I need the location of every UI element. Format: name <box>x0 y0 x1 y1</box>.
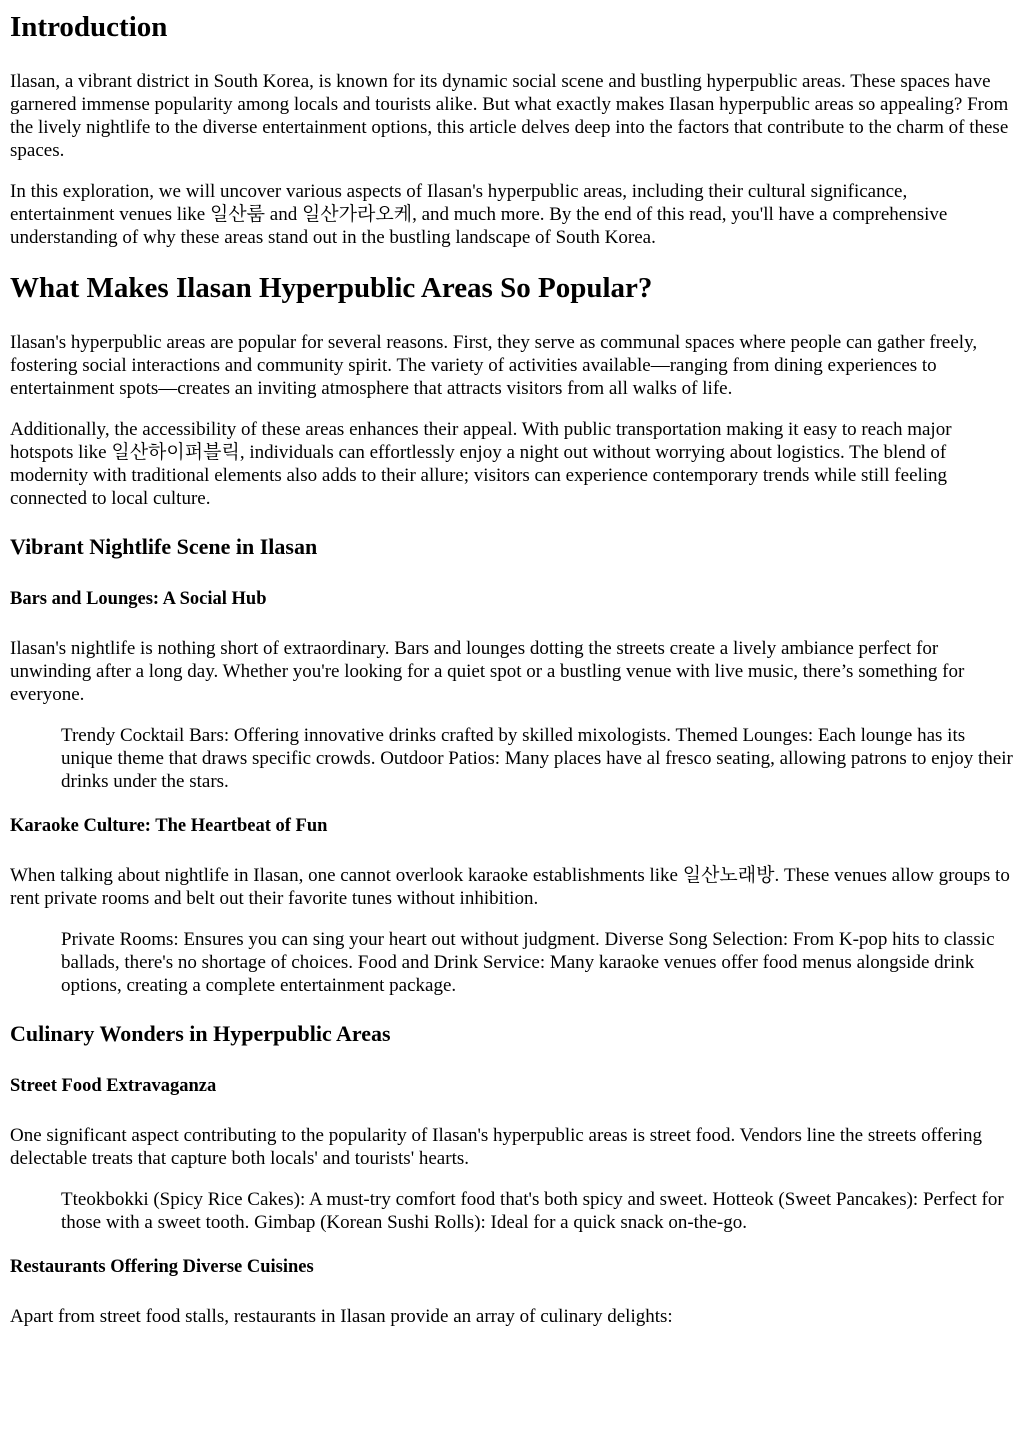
bars-heading: Bars and Lounges: A Social Hub <box>10 589 267 609</box>
intro-paragraph-1: Ilasan, a vibrant district in South Korea, is known for its dynamic social scene and bustling hyperpublic areas. These spaces have garnered immense popularity among locals and tourists alike. But what exactly makes Ilasan hyperpublic areas so appealing? From the lively nightlife to the diverse entertainment options, this article delves deep into the factors that contribute to the charm of these spaces. <box>10 71 1009 161</box>
article <box>0 10 1024 1328</box>
bars-paragraph: Ilasan's nightlife is nothing short of extraordinary. Bars and lounges dotting the streets create a lively ambiance perfect for unwinding after a long day. Whether you're looking for a quiet spot or a bustling venue with live music, there’s something for everyone. <box>10 638 965 705</box>
popular-heading: What Makes Ilasan Hyperpublic Areas So Popular? <box>10 272 653 304</box>
popular-paragraph-1: Ilasan's hyperpublic areas are popular for several reasons. First, they serve as communal spaces where people can gather freely, fostering social interactions and community spirit. The variety of activities available—ranging from dining experiences to entertainment spots—creates an inviting atmosphere that attracts visitors from all walks of life. <box>10 332 978 399</box>
nightlife-heading: Vibrant Nightlife Scene in Ilasan <box>10 534 318 559</box>
culinary-heading: Culinary Wonders in Hyperpublic Areas <box>10 1021 391 1046</box>
karaoke-quote: Private Rooms: Ensures you can sing your heart out without judgment. Diverse Song Selection: From K-pop hits to classic ballads, there's no shortage of choices. Food and Drink Service: Many karaoke venues offer food menus alongside drink options, creating a complete entertainment package. <box>61 929 995 996</box>
restaurants-paragraph: Apart from street food stalls, restaurants in Ilasan provide an array of culinary delights: <box>10 1306 673 1327</box>
bars-quote: Trendy Cocktail Bars: Offering innovative drinks crafted by skilled mixologists. Themed Lounges: Each lounge has its unique theme that draws specific crowds. Outdoor Patios: Many places have al fresco seating, allowing patrons to enjoy their drinks under the stars. <box>61 725 1013 792</box>
popular-paragraph-2: Additionally, the accessibility of these areas enhances their appeal. With public transportation making it easy to reach major hotspots like 일산하이퍼블릭, individuals can effortlessly enjoy a night out without worrying about logistics. The blend of modernity with traditional elements also adds to their allure; visitors can experience contemporary trends while still feeling connected to local culture. <box>10 419 952 509</box>
street-food-paragraph: One significant aspect contributing to the popularity of Ilasan's hyperpublic areas is street food. Vendors line the streets offering delectable treats that capture both locals' and tourists' hearts. <box>10 1125 982 1169</box>
karaoke-heading: Karaoke Culture: The Heartbeat of Fun <box>10 816 328 836</box>
restaurants-heading: Restaurants Offering Diverse Cuisines <box>10 1257 314 1277</box>
intro-paragraph-2: In this exploration, we will uncover various aspects of Ilasan's hyperpublic areas, including their cultural significance, entertainment venues like 일산룸 and 일산가라오케, and much more. By the end of this read, you'll have a comprehensive understanding of why these areas stand out in the bustling landscape of South Korea. <box>10 181 948 248</box>
street-food-quote: Tteokbokki (Spicy Rice Cakes): A must-try comfort food that's both spicy and sweet. Hotteok (Sweet Pancakes): Perfect for those with a sweet tooth. Gimbap (Korean Sushi Rolls): Ideal for a quick snack on-the-go. <box>61 1189 1004 1233</box>
street-food-heading: Street Food Extravaganza <box>10 1076 217 1096</box>
introduction-heading: Introduction <box>10 11 168 43</box>
karaoke-paragraph: When talking about nightlife in Ilasan, one cannot overlook karaoke establishments like 일산노래방. These venues allow groups to rent private rooms and belt out their favorite tunes without inhibition. <box>10 865 1010 909</box>
